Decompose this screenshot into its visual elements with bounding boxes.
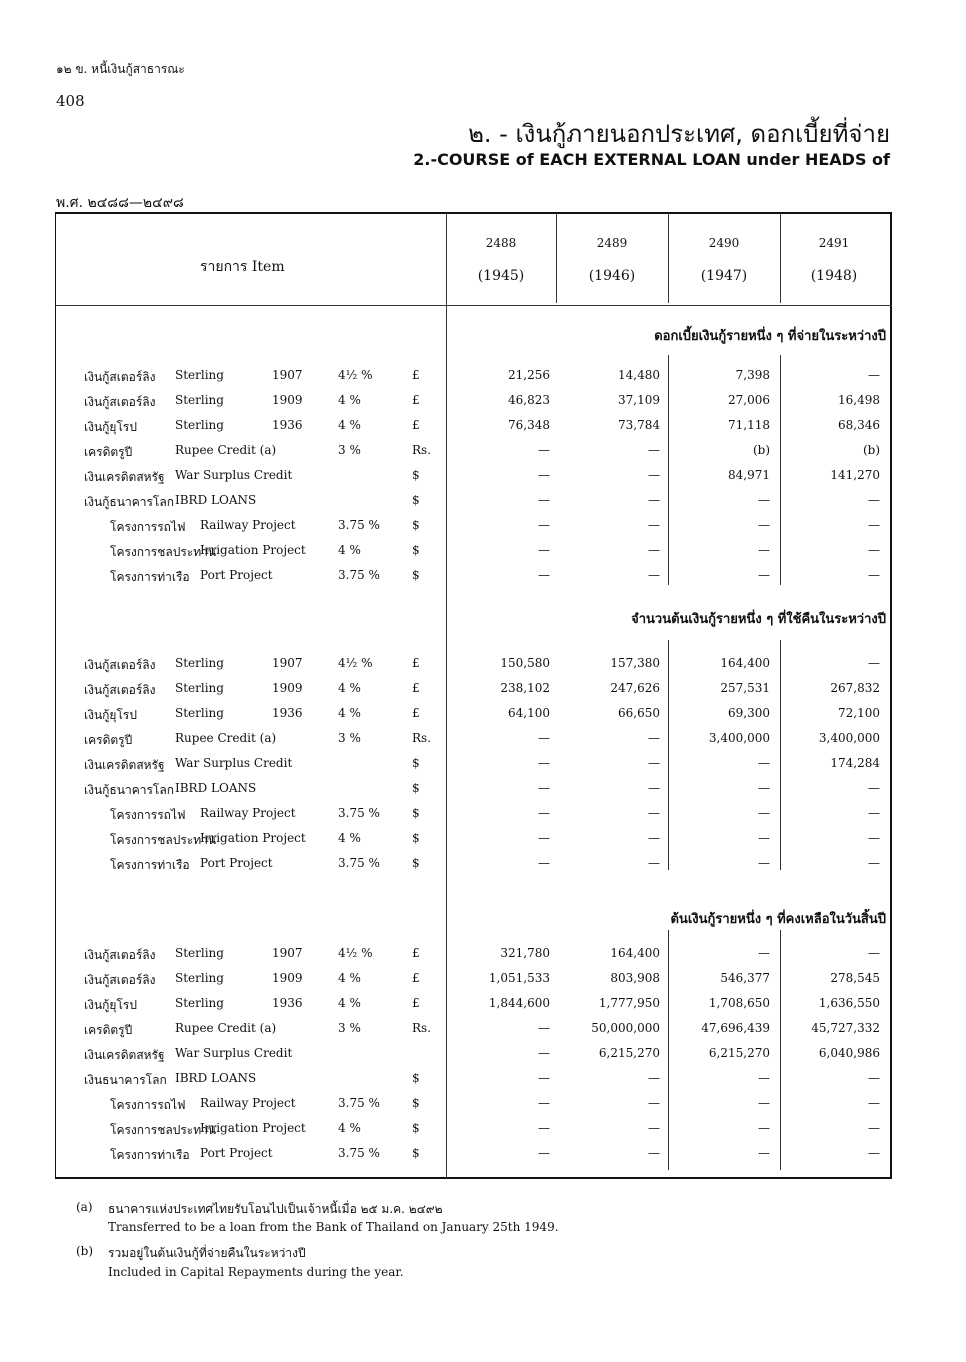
row-currency: $: [412, 756, 420, 770]
row-value-cell: —: [538, 1071, 550, 1085]
row-loan-year: 1909: [272, 681, 303, 695]
row-currency: $: [412, 468, 420, 482]
row-value-cell: —: [868, 1121, 880, 1135]
table-row: [0, 1117, 966, 1141]
footnote-b-mark: (b): [76, 1244, 94, 1258]
row-english-label: Railway Project: [200, 1096, 296, 1110]
row-interest-rate: 3 %: [338, 731, 361, 745]
row-thai-label: เงินกู้สเตอร์ลิง: [84, 370, 156, 384]
row-value-cell: 73,784: [618, 418, 660, 432]
row-value-cell: —: [758, 946, 770, 960]
group-heading-outstanding: ต้นเงินกู้รายหนึ่ง ๆ ที่คงเหลือในวันสิ้นปี: [670, 912, 886, 927]
row-thai-label: เงินกู้ยุโรป: [84, 998, 137, 1012]
row-thai-label: เงินกู้ธนาคารโลก: [84, 783, 174, 797]
row-value-cell: 14,480: [618, 368, 660, 382]
row-currency: $: [412, 781, 420, 795]
row-interest-rate: 4½ %: [338, 656, 373, 670]
row-value-cell: 50,000,000: [591, 1021, 660, 1035]
row-loan-year: 1909: [272, 393, 303, 407]
header-divider: [55, 305, 892, 306]
row-value-cell: 69,300: [728, 706, 770, 720]
row-value-cell: 164,400: [610, 946, 660, 960]
row-value-cell: 27,006: [728, 393, 770, 407]
row-value-cell: 47,696,439: [701, 1021, 770, 1035]
row-english-label: Rupee Credit (a): [175, 1021, 277, 1035]
row-interest-rate: 3.75 %: [338, 518, 380, 532]
row-value-cell: —: [868, 1146, 880, 1160]
row-english-label: Irrigation Project: [200, 543, 306, 557]
row-currency: $: [412, 568, 420, 582]
row-value-cell: 164,400: [720, 656, 770, 670]
row-value-cell: —: [648, 781, 660, 795]
row-english-label: IBRD LOANS: [175, 781, 257, 795]
row-value-cell: —: [758, 543, 770, 557]
row-value-cell: —: [868, 568, 880, 582]
row-value-cell: —: [868, 368, 880, 382]
table-row: [0, 967, 966, 991]
row-value-cell: —: [648, 856, 660, 870]
row-currency: £: [412, 681, 420, 695]
row-thai-label: โครงการรถไฟ: [110, 520, 186, 534]
row-interest-rate: 4 %: [338, 418, 361, 432]
row-value-cell: —: [648, 1096, 660, 1110]
row-thai-label: เงินกู้สเตอร์ลิง: [84, 395, 156, 409]
year-be-header: 2489: [596, 236, 628, 250]
year-ce-header: (1945): [477, 268, 525, 284]
row-value-cell: —: [538, 806, 550, 820]
row-value-cell: —: [538, 756, 550, 770]
row-value-cell: 1,708,650: [708, 996, 770, 1010]
table-row: [0, 752, 966, 776]
row-value-cell: —: [758, 1071, 770, 1085]
row-interest-rate: 3.75 %: [338, 568, 380, 582]
row-value-cell: 247,626: [610, 681, 660, 695]
row-value-cell: 16,498: [838, 393, 880, 407]
table-row: [0, 389, 966, 413]
row-english-label: IBRD LOANS: [175, 493, 257, 507]
row-interest-rate: 3.75 %: [338, 1146, 380, 1160]
row-value-cell: —: [868, 806, 880, 820]
row-value-cell: —: [538, 1146, 550, 1160]
row-currency: $: [412, 1146, 420, 1160]
row-currency: $: [412, 1071, 420, 1085]
period-label: พ.ศ. ๒๔๘๘—๒๔๙๘: [56, 195, 184, 211]
row-thai-label: โครงการท่าเรือ: [110, 1148, 190, 1162]
row-value-cell: —: [538, 856, 550, 870]
row-value-cell: —: [538, 1046, 550, 1060]
group-heading-repayments: จำนวนต้นเงินกู้รายหนึ่ง ๆ ที่ใช้คืนในระหว่างปี: [631, 612, 886, 627]
row-currency: Rs.: [412, 731, 432, 745]
table-row: [0, 414, 966, 438]
row-value-cell: 45,727,332: [811, 1021, 880, 1035]
row-currency: £: [412, 996, 420, 1010]
row-value-cell: —: [868, 518, 880, 532]
row-thai-label: เงินกู้สเตอร์ลิง: [84, 948, 156, 962]
row-value-cell: —: [648, 1071, 660, 1085]
row-thai-label: เงินกู้สเตอร์ลิง: [84, 973, 156, 987]
table-row: [0, 802, 966, 826]
row-value-cell: —: [648, 756, 660, 770]
row-value-cell: —: [648, 806, 660, 820]
row-value-cell: 1,051,533: [488, 971, 550, 985]
row-value-cell: 803,908: [610, 971, 660, 985]
row-currency: $: [412, 493, 420, 507]
table-row: [0, 564, 966, 588]
row-value-cell: —: [648, 831, 660, 845]
row-interest-rate: 3.75 %: [338, 806, 380, 820]
row-value-cell: —: [758, 756, 770, 770]
page-title-thai: ๒. - เงินกู้ภายนอกประเทศ, ดอกเบี้ยที่จ่าย: [468, 120, 890, 148]
row-value-cell: 37,109: [618, 393, 660, 407]
row-value-cell: 278,545: [830, 971, 880, 985]
row-value-cell: —: [758, 856, 770, 870]
row-interest-rate: 4 %: [338, 681, 361, 695]
column-divider: [556, 213, 557, 303]
row-interest-rate: 3 %: [338, 1021, 361, 1035]
row-english-label: War Surplus Credit: [175, 756, 293, 770]
row-value-cell: —: [868, 543, 880, 557]
page-number: 408: [56, 92, 85, 110]
row-english-label: Port Project: [200, 856, 273, 870]
footnote-a-thai: ธนาคารแห่งประเทศไทยรับโอนไปเป็นเจ้าหนี้เมื่อ ๒๕ ม.ค. ๒๔๙๒: [108, 1202, 443, 1216]
row-value-cell: 321,780: [500, 946, 550, 960]
row-thai-label: เงินกู้ธนาคารโลก: [84, 495, 174, 509]
row-value-cell: 267,832: [830, 681, 880, 695]
row-loan-year: 1907: [272, 368, 303, 382]
row-value-cell: 66,650: [618, 706, 660, 720]
row-thai-label: โครงการชลประทาน: [110, 1123, 217, 1137]
row-thai-label: โครงการท่าเรือ: [110, 570, 190, 584]
row-value-cell: —: [648, 731, 660, 745]
row-english-label: Sterling: [175, 946, 224, 960]
table-row: [0, 364, 966, 388]
row-value-cell: —: [538, 781, 550, 795]
row-thai-label: เงินกู้สเตอร์ลิง: [84, 658, 156, 672]
table-row: [0, 652, 966, 676]
row-thai-label: เงินเครดิตสหรัฐ: [84, 470, 165, 484]
row-currency: £: [412, 946, 420, 960]
row-loan-year: 1909: [272, 971, 303, 985]
row-thai-label: เงินเครดิตสหรัฐ: [84, 1048, 165, 1062]
row-interest-rate: 4 %: [338, 393, 361, 407]
row-loan-year: 1936: [272, 418, 303, 432]
row-value-cell: —: [758, 781, 770, 795]
year-ce-header: (1947): [700, 268, 748, 284]
table-row: [0, 992, 966, 1016]
row-english-label: Sterling: [175, 368, 224, 382]
footnote-a-mark: (a): [76, 1200, 93, 1214]
row-interest-rate: 4 %: [338, 831, 361, 845]
row-thai-label: โครงการชลประทาน: [110, 545, 217, 559]
row-currency: Rs.: [412, 443, 432, 457]
row-value-cell: —: [648, 568, 660, 582]
row-value-cell: —: [758, 493, 770, 507]
row-english-label: Irrigation Project: [200, 1121, 306, 1135]
row-currency: $: [412, 543, 420, 557]
row-currency: Rs.: [412, 1021, 432, 1035]
row-value-cell: (b): [862, 443, 880, 457]
row-value-cell: 6,040,986: [818, 1046, 880, 1060]
row-currency: £: [412, 971, 420, 985]
row-english-label: Railway Project: [200, 518, 296, 532]
row-english-label: Sterling: [175, 393, 224, 407]
table-row: [0, 852, 966, 876]
row-value-cell: —: [648, 468, 660, 482]
row-value-cell: —: [538, 1096, 550, 1110]
row-english-label: Sterling: [175, 971, 224, 985]
row-thai-label: เงินกู้ยุโรป: [84, 708, 137, 722]
row-thai-label: โครงการรถไฟ: [110, 1098, 186, 1112]
table-row: [0, 514, 966, 538]
table-row: [0, 727, 966, 751]
row-value-cell: —: [758, 806, 770, 820]
section-label: ๑๒ ข. หนี้เงินกู้สาธารณะ: [56, 62, 185, 76]
row-currency: £: [412, 656, 420, 670]
row-english-label: Sterling: [175, 418, 224, 432]
row-currency: £: [412, 418, 420, 432]
row-value-cell: 76,348: [508, 418, 550, 432]
row-english-label: Port Project: [200, 568, 273, 582]
table-row: [0, 1092, 966, 1116]
row-value-cell: —: [538, 518, 550, 532]
row-currency: $: [412, 856, 420, 870]
row-currency: $: [412, 1121, 420, 1135]
row-value-cell: 84,971: [728, 468, 770, 482]
row-value-cell: 546,377: [720, 971, 770, 985]
footnote-a-english: Transferred to be a loan from the Bank of Thailand on January 25th 1949.: [108, 1220, 559, 1234]
row-value-cell: —: [868, 1096, 880, 1110]
row-currency: £: [412, 706, 420, 720]
row-interest-rate: 3.75 %: [338, 856, 380, 870]
row-thai-label: เครดิตรูปี: [84, 1023, 133, 1037]
table-row: [0, 489, 966, 513]
row-value-cell: —: [538, 443, 550, 457]
row-value-cell: 72,100: [838, 706, 880, 720]
table-row: [0, 439, 966, 463]
row-interest-rate: 4½ %: [338, 946, 373, 960]
row-value-cell: 157,380: [610, 656, 660, 670]
page-title-english: 2.-COURSE of EACH EXTERNAL LOAN under HEADS of: [413, 150, 890, 169]
row-value-cell: —: [648, 1121, 660, 1135]
row-currency: $: [412, 806, 420, 820]
row-loan-year: 1907: [272, 946, 303, 960]
row-value-cell: —: [648, 1146, 660, 1160]
item-column-header: รายการ Item: [200, 259, 285, 275]
row-english-label: Sterling: [175, 706, 224, 720]
row-interest-rate: 3.75 %: [338, 1096, 380, 1110]
row-value-cell: —: [758, 831, 770, 845]
row-thai-label: เงินเครดิตสหรัฐ: [84, 758, 165, 772]
row-value-cell: 3,400,000: [818, 731, 880, 745]
row-value-cell: 1,844,600: [488, 996, 550, 1010]
row-english-label: Rupee Credit (a): [175, 443, 277, 457]
row-thai-label: โครงการท่าเรือ: [110, 858, 190, 872]
table-row: [0, 539, 966, 563]
row-value-cell: —: [538, 543, 550, 557]
row-value-cell: 257,531: [720, 681, 770, 695]
year-ce-header: (1948): [810, 268, 858, 284]
table-row: [0, 1142, 966, 1166]
row-value-cell: —: [538, 568, 550, 582]
row-currency: £: [412, 393, 420, 407]
row-value-cell: —: [868, 856, 880, 870]
row-value-cell: —: [538, 831, 550, 845]
row-value-cell: —: [758, 568, 770, 582]
table-row: [0, 464, 966, 488]
row-thai-label: เครดิตรูปี: [84, 445, 133, 459]
row-thai-label: โครงการชลประทาน: [110, 833, 217, 847]
row-interest-rate: 4 %: [338, 996, 361, 1010]
row-currency: $: [412, 831, 420, 845]
table-row: [0, 827, 966, 851]
row-interest-rate: 4½ %: [338, 368, 373, 382]
row-value-cell: 68,346: [838, 418, 880, 432]
row-interest-rate: 3 %: [338, 443, 361, 457]
row-english-label: Sterling: [175, 656, 224, 670]
row-thai-label: เครดิตรูปี: [84, 733, 133, 747]
row-english-label: Sterling: [175, 681, 224, 695]
row-loan-year: 1936: [272, 706, 303, 720]
group-heading-interest: ดอกเบี้ยเงินกู้รายหนึ่ง ๆ ที่จ่ายในระหว่างปี: [654, 329, 886, 344]
row-english-label: Railway Project: [200, 806, 296, 820]
row-interest-rate: 4 %: [338, 1121, 361, 1135]
row-value-cell: 1,636,550: [818, 996, 880, 1010]
row-currency: £: [412, 368, 420, 382]
column-divider: [668, 213, 669, 303]
row-english-label: Irrigation Project: [200, 831, 306, 845]
row-value-cell: 6,215,270: [708, 1046, 770, 1060]
table-row: [0, 777, 966, 801]
column-divider: [780, 213, 781, 303]
row-value-cell: 1,777,950: [598, 996, 660, 1010]
row-english-label: Sterling: [175, 996, 224, 1010]
row-thai-label: เงินธนาคารโลก: [84, 1073, 167, 1087]
row-value-cell: —: [868, 781, 880, 795]
table-row: [0, 677, 966, 701]
table-row: [0, 1042, 966, 1066]
table-row: [0, 1067, 966, 1091]
row-value-cell: —: [538, 1021, 550, 1035]
row-english-label: War Surplus Credit: [175, 468, 293, 482]
row-value-cell: —: [758, 1096, 770, 1110]
row-value-cell: —: [868, 493, 880, 507]
row-value-cell: —: [758, 1146, 770, 1160]
row-thai-label: โครงการรถไฟ: [110, 808, 186, 822]
row-value-cell: —: [868, 831, 880, 845]
row-value-cell: 46,823: [508, 393, 550, 407]
row-value-cell: —: [868, 656, 880, 670]
row-value-cell: 71,118: [728, 418, 770, 432]
row-english-label: War Surplus Credit: [175, 1046, 293, 1060]
row-value-cell: 7,398: [735, 368, 770, 382]
year-be-header: 2490: [708, 236, 740, 250]
row-value-cell: —: [538, 468, 550, 482]
row-value-cell: 238,102: [500, 681, 550, 695]
row-thai-label: เงินกู้สเตอร์ลิง: [84, 683, 156, 697]
row-value-cell: 141,270: [830, 468, 880, 482]
row-value-cell: —: [538, 731, 550, 745]
row-value-cell: 64,100: [508, 706, 550, 720]
row-value-cell: 6,215,270: [598, 1046, 660, 1060]
row-value-cell: —: [538, 1121, 550, 1135]
footnote-b-thai: รวมอยู่ในต้นเงินกู้ที่จ่ายคืนในระหว่างปี: [108, 1246, 306, 1260]
row-value-cell: —: [648, 443, 660, 457]
row-value-cell: —: [868, 946, 880, 960]
row-english-label: IBRD LOANS: [175, 1071, 257, 1085]
row-value-cell: 21,256: [508, 368, 550, 382]
row-value-cell: —: [758, 518, 770, 532]
year-be-header: 2491: [818, 236, 850, 250]
row-currency: $: [412, 518, 420, 532]
row-value-cell: —: [648, 518, 660, 532]
row-interest-rate: 4 %: [338, 543, 361, 557]
row-value-cell: —: [648, 493, 660, 507]
row-english-label: Rupee Credit (a): [175, 731, 277, 745]
row-value-cell: 3,400,000: [708, 731, 770, 745]
table-row: [0, 942, 966, 966]
row-value-cell: 150,580: [500, 656, 550, 670]
row-value-cell: (b): [752, 443, 770, 457]
row-interest-rate: 4 %: [338, 971, 361, 985]
row-loan-year: 1936: [272, 996, 303, 1010]
footnote-b-english: Included in Capital Repayments during the year.: [108, 1265, 404, 1279]
row-value-cell: 174,284: [830, 756, 880, 770]
row-value-cell: —: [538, 493, 550, 507]
row-value-cell: —: [868, 1071, 880, 1085]
table-row: [0, 1017, 966, 1041]
row-value-cell: —: [758, 1121, 770, 1135]
row-english-label: Port Project: [200, 1146, 273, 1160]
row-value-cell: —: [648, 543, 660, 557]
row-thai-label: เงินกู้ยุโรป: [84, 420, 137, 434]
year-be-header: 2488: [485, 236, 517, 250]
year-ce-header: (1946): [588, 268, 636, 284]
row-interest-rate: 4 %: [338, 706, 361, 720]
row-currency: $: [412, 1096, 420, 1110]
table-row: [0, 702, 966, 726]
row-loan-year: 1907: [272, 656, 303, 670]
